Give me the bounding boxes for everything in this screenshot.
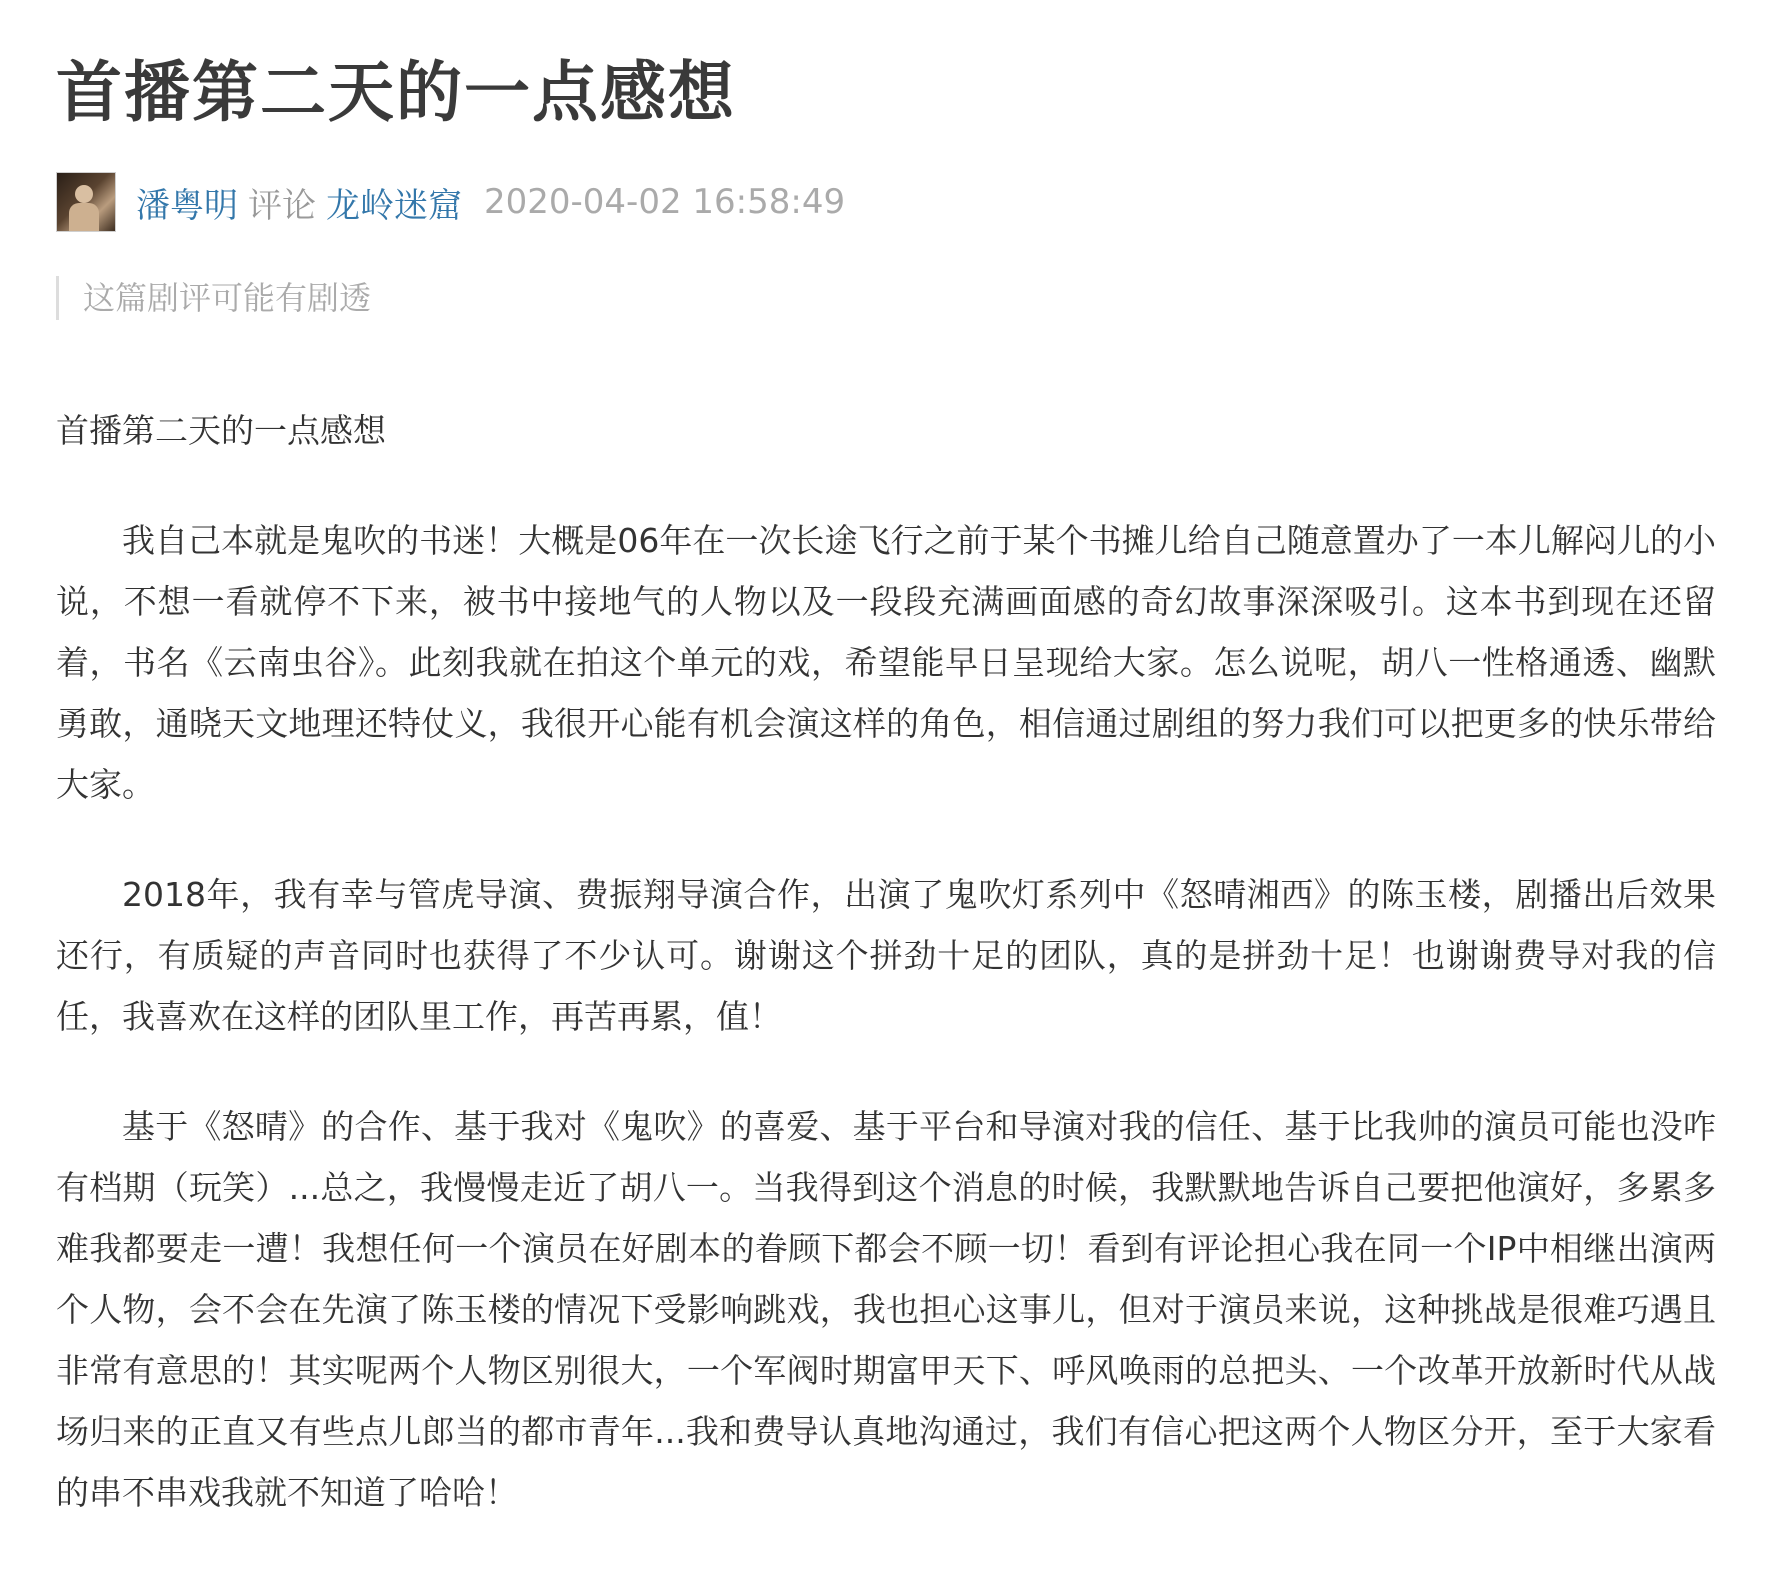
review-action-label: 评论: [248, 185, 316, 226]
content-paragraph: 2018年，我有幸与管虎导演、费振翔导演合作，出演了鬼吹灯系列中《怒晴湘西》的陈玉楼，剧播出后效果还行，有质疑的声音同时也获得了不少认可。谢谢这个拼劲十足的团队，真的是拼劲十足！也谢谢费导对我的信任，我喜欢在这样的团队里工作，再苦再累，值！: [56, 875, 1716, 1036]
review-content: [56, 400, 1716, 1572]
review-meta: [56, 170, 845, 234]
content-paragraph: 我自己本就是鬼吹的书迷！大概是06年在一次长途飞行之前于某个书摊儿给自己随意置办了一本儿解闷儿的小说，不想一看就停不下来，被书中接地气的人物以及一段段充满画面感的奇幻故事深深吸引。这本书到现在还留着，书名《云南虫谷》。此刻我就在拍这个单元的戏，希望能早日呈现给大家。怎么说呢，胡八一性格通透、幽默勇敢，通晓天文地理还特仗义，我很开心能有机会演这样的角色，相信通过剧组的努力我们可以把更多的快乐带给大家。: [56, 521, 1716, 804]
timestamp: 2020-04-02 16:58:49: [484, 182, 846, 222]
page-title: 首播第二天的一点感想: [56, 54, 736, 131]
spoiler-notice: 这篇剧评可能有剧透: [56, 276, 371, 320]
avatar[interactable]: [56, 172, 116, 232]
author-link[interactable]: 潘粤明: [136, 185, 238, 226]
subject-link[interactable]: 龙岭迷窟: [326, 185, 462, 226]
content-paragraph: 基于《怒晴》的合作、基于我对《鬼吹》的喜爱、基于平台和导演对我的信任、基于比我帅的演员可能也没咋有档期（玩笑）...总之，我慢慢走近了胡八一。当我得到这个消息的时候，我默默地告诉自己要把他演好，多累多难我都要走一遭！我想任何一个演员在好剧本的眷顾下都会不顾一切！看到有评论担心我在同一个IP中相继出演两个人物，会不会在先演了陈玉楼的情况下受影响跳戏，我也担心这事儿，但对于演员来说，这种挑战是很难巧遇且非常有意思的！其实呢两个人物区别很大，一个军阀时期富甲天下、呼风唤雨的总把头、一个改革开放新时代从战场归来的正直又有些点儿郎当的都市青年...我和费导认真地沟通过，我们有信心把这两个人物区分开，至于大家看的串不串戏我就不知道了哈哈！: [56, 1107, 1716, 1512]
content-subtitle: 首播第二天的一点感想: [56, 411, 386, 450]
